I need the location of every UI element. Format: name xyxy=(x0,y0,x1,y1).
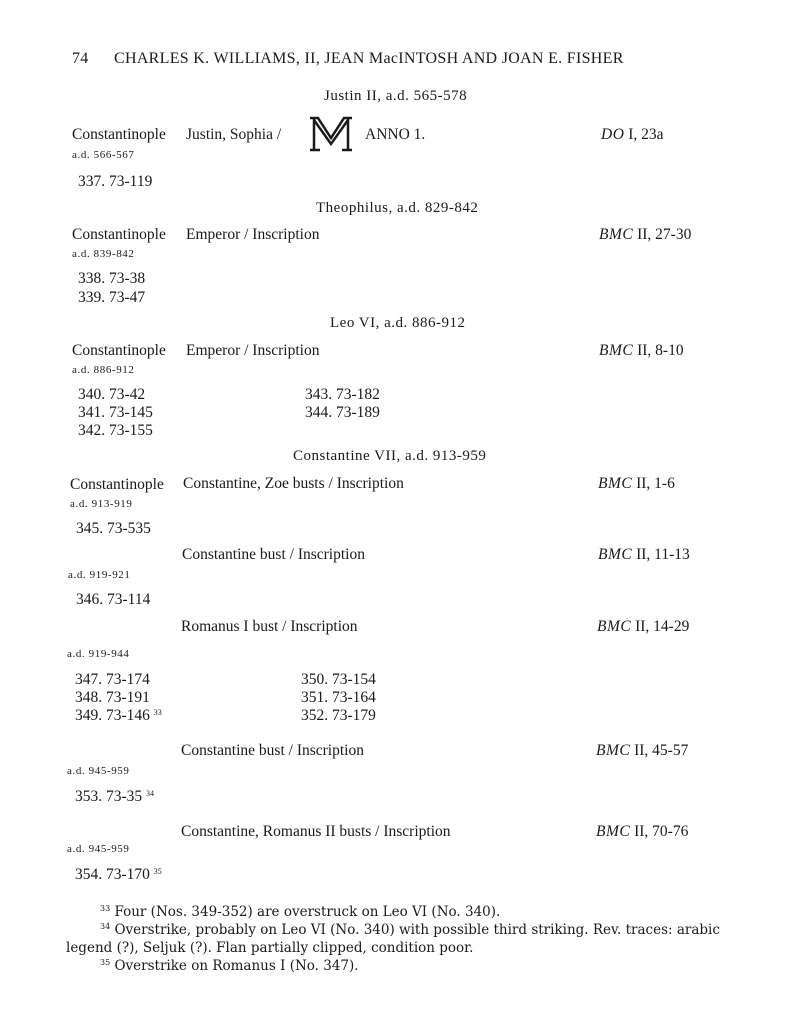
reference xyxy=(598,546,690,564)
reference xyxy=(596,823,688,841)
footnote-text: Overstrike on Romanus I (No. 347). xyxy=(114,958,359,974)
reference-abbr: BMC xyxy=(596,823,631,840)
monogram-m-icon xyxy=(306,114,356,154)
catalog-item: 346. 73-114 xyxy=(76,591,151,608)
reference-rest: II, 70-76 xyxy=(634,823,689,840)
reference xyxy=(597,618,689,636)
footnote xyxy=(100,922,720,939)
catalog-item: 337. 73-119 xyxy=(78,173,153,190)
reference-rest: I, 23a xyxy=(628,126,664,143)
catalog-item: 350. 73-154 xyxy=(301,671,376,688)
coin-type: Constantine, Romanus II busts / Inscription xyxy=(181,823,451,840)
reference-rest: II, 45-57 xyxy=(634,742,689,759)
footnote-ref: 33 xyxy=(153,708,162,717)
coin-type-mark: ANNO 1. xyxy=(365,126,426,143)
reference xyxy=(598,475,675,493)
section-title: Justin II, a.d. 565-578 xyxy=(324,88,468,104)
catalog-item: 344. 73-189 xyxy=(305,404,380,421)
catalog-item: 343. 73-182 xyxy=(305,386,380,403)
catalog-item: 351. 73-164 xyxy=(301,689,376,706)
catalog-item-text: 354. 73-170 xyxy=(75,866,150,883)
footnote-text: Four (Nos. 349-352) are overstruck on Leo VI (No. 340). xyxy=(114,904,501,920)
coin-type: Constantine bust / Inscription xyxy=(182,546,365,563)
reference-rest: II, 8-10 xyxy=(637,342,684,359)
date: a.d. 919-921 xyxy=(68,569,131,581)
section-title: Theophilus, a.d. 829-842 xyxy=(316,200,479,216)
date: a.d. 839-842 xyxy=(72,248,135,260)
catalog-item: 348. 73-191 xyxy=(75,689,150,706)
coin-type: Constantine bust / Inscription xyxy=(181,742,364,759)
mint: Constantinople xyxy=(72,342,166,359)
reference xyxy=(596,742,688,760)
catalog-item: 341. 73-145 xyxy=(78,404,153,421)
footnote-continuation: legend (?), Seljuk (?). Flan partially clipped, condition poor. xyxy=(66,940,474,956)
reference-rest: II, 11-13 xyxy=(636,546,690,563)
catalog-item: 352. 73-179 xyxy=(301,707,376,724)
catalog-item-text: 349. 73-146 xyxy=(75,707,150,724)
footnote-number: 35 xyxy=(100,958,111,967)
footnote-text: Overstrike, probably on Leo VI (No. 340) with possible third striking. Rev. traces: arabic xyxy=(114,922,720,938)
reference-rest: II, 14-29 xyxy=(635,618,690,635)
coin-type: Justin, Sophia / xyxy=(186,126,282,143)
mint: Constantinople xyxy=(72,226,166,243)
catalog-item: 340. 73-42 xyxy=(78,386,146,403)
coin-type: Emperor / Inscription xyxy=(186,342,320,359)
date: a.d. 886-912 xyxy=(72,364,135,376)
date: a.d. 919-944 xyxy=(67,648,130,660)
catalog-item: 338. 73-38 xyxy=(78,270,146,287)
section-title: Leo VI, a.d. 886-912 xyxy=(330,315,466,331)
date: a.d. 945-959 xyxy=(67,765,130,777)
reference-abbr: BMC xyxy=(596,742,631,759)
reference xyxy=(599,342,684,360)
mint: Constantinople xyxy=(70,476,164,493)
footnote-number: 34 xyxy=(100,922,111,931)
catalog-item xyxy=(75,707,162,725)
mint: Constantinople xyxy=(72,126,166,143)
catalog-item: 342. 73-155 xyxy=(78,422,153,439)
footnote-ref: 35 xyxy=(153,867,162,876)
catalog-item-text: 353. 73-35 xyxy=(75,788,143,805)
reference-abbr: BMC xyxy=(598,546,633,563)
catalog-item: 347. 73-174 xyxy=(75,671,150,688)
coin-type: Emperor / Inscription xyxy=(186,226,320,243)
reference xyxy=(601,126,664,144)
section-title: Constantine VII, a.d. 913-959 xyxy=(293,448,487,464)
date: a.d. 913-919 xyxy=(70,498,133,510)
catalog-item: 339. 73-47 xyxy=(78,289,146,306)
reference-rest: II, 27-30 xyxy=(637,226,692,243)
catalog-item: 345. 73-535 xyxy=(76,520,151,537)
reference xyxy=(599,226,691,244)
reference-rest: II, 1-6 xyxy=(636,475,675,492)
footnote xyxy=(100,958,359,975)
reference-abbr: BMC xyxy=(599,226,634,243)
coin-type: Romanus I bust / Inscription xyxy=(181,618,358,635)
catalog-item xyxy=(75,788,154,806)
footnote xyxy=(100,904,500,921)
date: a.d. 566-567 xyxy=(72,149,135,161)
reference-abbr: BMC xyxy=(598,475,633,492)
date: a.d. 945-959 xyxy=(67,843,130,855)
reference-abbr: BMC xyxy=(599,342,634,359)
page-number: 74 xyxy=(72,50,89,67)
reference-abbr: BMC xyxy=(597,618,632,635)
footnote-number: 33 xyxy=(100,904,111,913)
running-header: CHARLES K. WILLIAMS, II, JEAN MacINTOSH AND JOAN E. FISHER xyxy=(114,50,624,67)
reference-abbr: DO xyxy=(601,126,625,143)
footnote-ref: 34 xyxy=(146,789,155,798)
catalog-item xyxy=(75,866,162,884)
coin-type: Constantine, Zoe busts / Inscription xyxy=(183,475,404,492)
